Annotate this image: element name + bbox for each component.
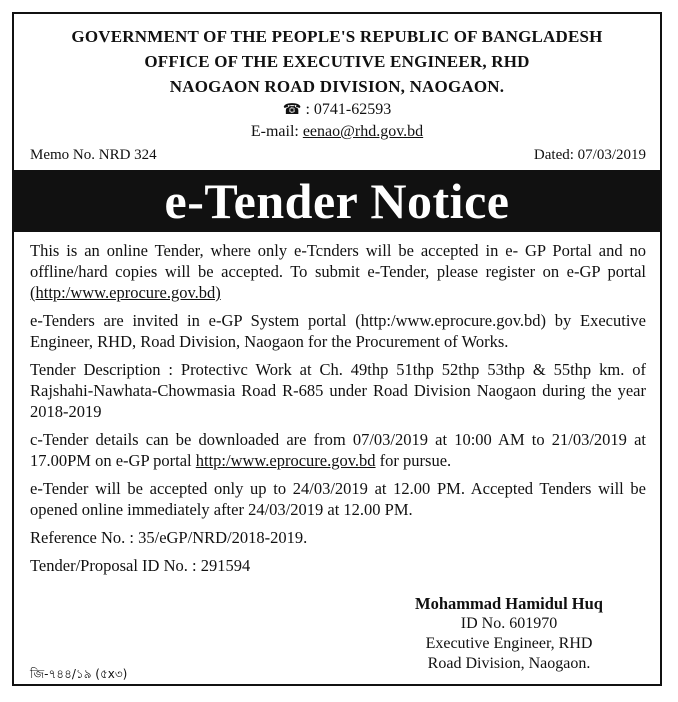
telephone-icon: ☎ (282, 102, 302, 118)
paragraph-invitation: e-Tenders are invited in e-GP System portal (http:/www.eprocure.gov.bd) by Executive Engineer, RHD, Road Division, Naogaon for the Procurement of Works. (30, 311, 646, 351)
paragraph-online-tender-text: This is an online Tender, where only e-Tcnders will be accepted in e- GP Portal and no offline/hard copies will be accepted. To submit e-Tender, please register on e-GP portal (30, 241, 646, 281)
tender-id: Tender/Proposal ID No. : 291594 (30, 556, 251, 575)
notice-body (14, 232, 660, 576)
memo-number: Memo No. NRD 324 (30, 147, 157, 163)
eprocure-link-2[interactable]: http:/www.eprocure.gov.bd (195, 451, 376, 470)
paragraph-download-text: c-Tender details can be downloaded are from 07/03/2019 at 10:00 AM to 21/03/2019 at 17.00PM on e-GP portal (30, 430, 646, 470)
header-line-office: OFFICE OF THE EXECUTIVE ENGINEER, RHD (144, 52, 530, 71)
paragraph-download-tail: for pursue. (375, 451, 452, 470)
header-line-division: NAOGAON ROAD DIVISION, NAOGAON. (169, 77, 505, 96)
memo-row (14, 142, 660, 166)
office-header (14, 14, 660, 142)
email-label: E-mail: (250, 123, 303, 140)
paragraph-tender-description: Tender Description : Protectivc Work at Ch. 49thp 51thp 52thp 53thp & 55thp km. of Rajshahi-Nawhata-Chowmasia Road R-685 under Road Division Naogaon during the year 2018-2019 (30, 360, 646, 421)
memo-date: Dated: 07/03/2019 (533, 147, 646, 163)
signature-block (374, 594, 644, 674)
email-line (14, 121, 660, 142)
notice-frame (12, 12, 662, 686)
signatory-office: Road Division, Naogaon. (427, 655, 591, 672)
header-line-government: GOVERNMENT OF THE PEOPLE'S REPUBLIC OF BANGLADESH (71, 27, 603, 46)
phone-number: : 0741-62593 (305, 101, 392, 118)
eprocure-link-1[interactable]: (http:/www.eprocure.gov.bd) (30, 283, 221, 302)
signatory-name: Mohammad Hamidul Huq (415, 594, 603, 613)
notice-title-banner: e-Tender Notice (14, 170, 660, 232)
paragraph-download-details (30, 429, 646, 471)
email-link[interactable]: eenao@rhd.gov.bd (302, 123, 424, 140)
reference-number: Reference No. : 35/eGP/NRD/2018-2019. (30, 528, 308, 547)
phone-line (14, 99, 660, 121)
signatory-id: ID No. 601970 (460, 615, 558, 632)
footer-code: জি-৭৪৪/১৯ (৫x৩) (30, 667, 128, 681)
signatory-title: Executive Engineer, RHD (425, 635, 593, 652)
paragraph-online-tender (30, 240, 646, 303)
paragraph-acceptance: e-Tender will be accepted only up to 24/03/2019 at 12.00 PM. Accepted Tenders will be opened online immediately after 24/03/2019 at 12.00 PM. (30, 479, 646, 519)
